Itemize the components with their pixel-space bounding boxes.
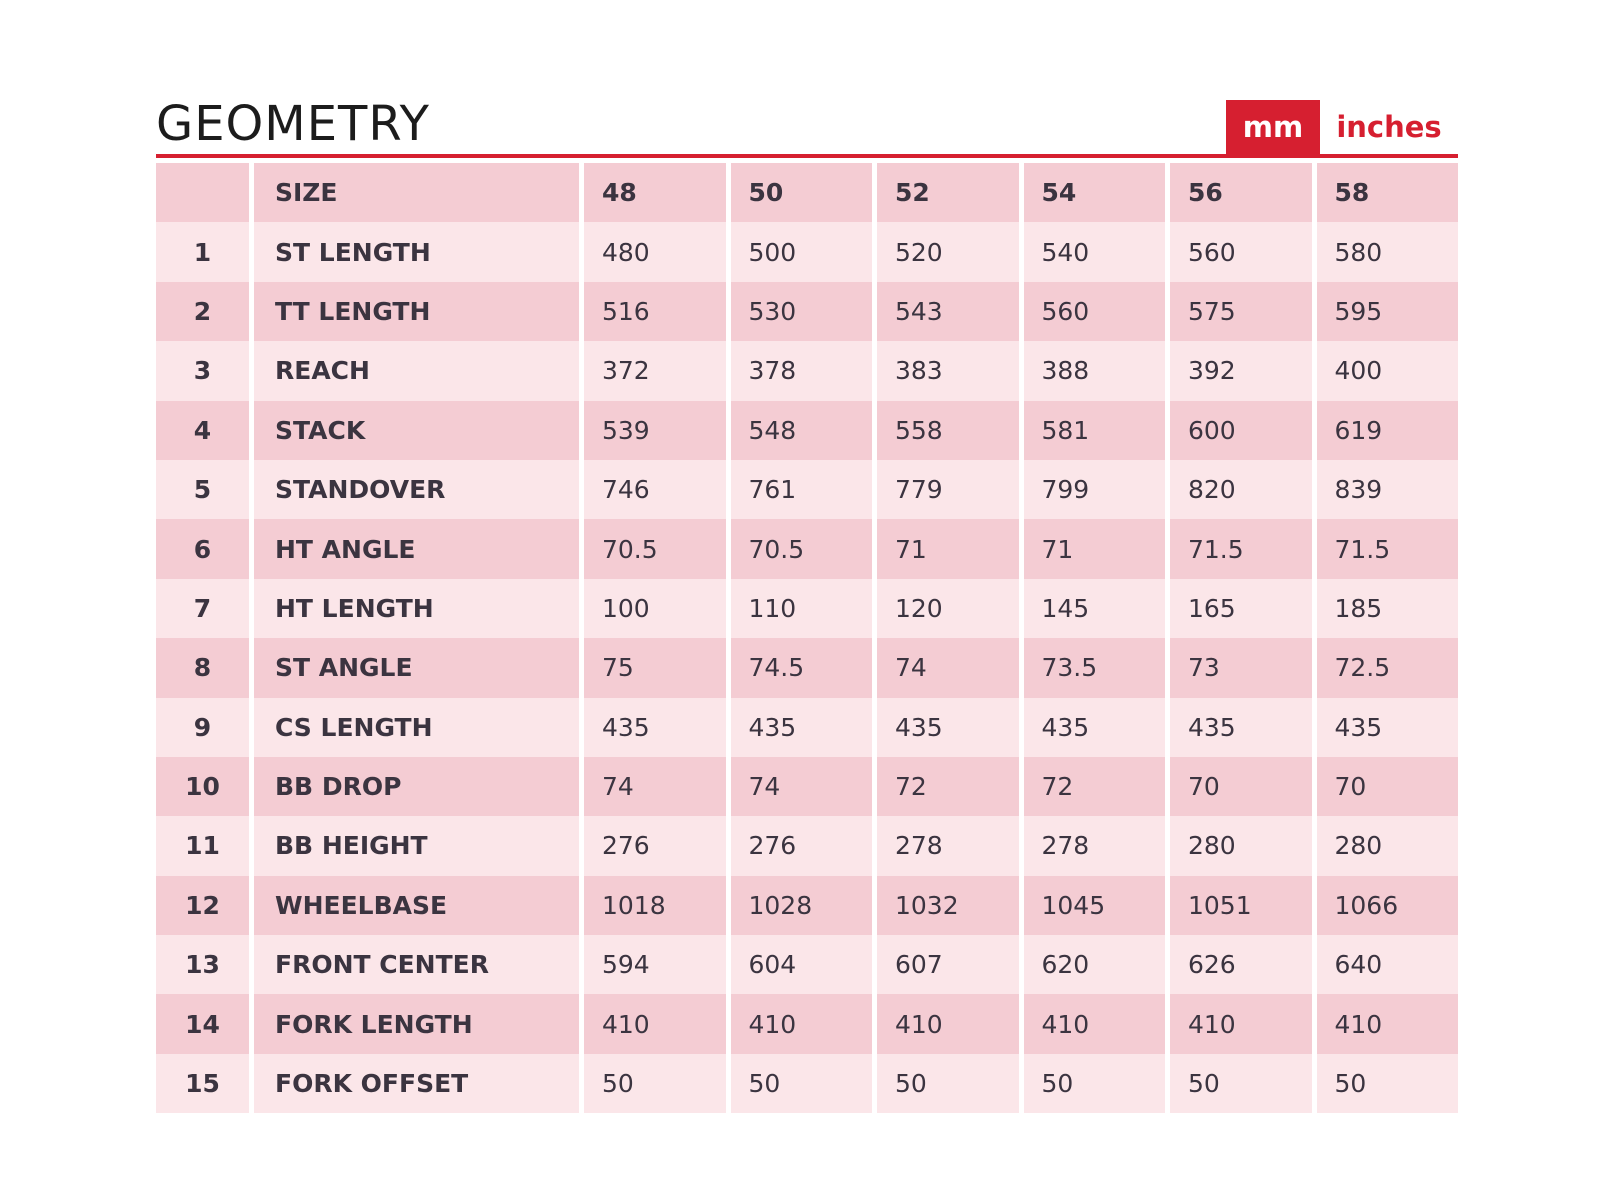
row-value: 619 bbox=[1317, 401, 1459, 460]
table-row bbox=[156, 282, 1458, 341]
row-value: 70.5 bbox=[731, 519, 873, 578]
table-body bbox=[156, 222, 1458, 1113]
header-size-48: 48 bbox=[584, 163, 726, 222]
header-size-52: 52 bbox=[877, 163, 1019, 222]
row-value: 410 bbox=[1317, 994, 1459, 1053]
row-label: CS LENGTH bbox=[254, 698, 579, 757]
row-value: 71.5 bbox=[1317, 519, 1459, 578]
row-value: 1051 bbox=[1170, 876, 1312, 935]
row-value: 607 bbox=[877, 935, 1019, 994]
row-value: 410 bbox=[731, 994, 873, 1053]
row-number: 14 bbox=[156, 994, 249, 1053]
row-value: 71.5 bbox=[1170, 519, 1312, 578]
row-value: 74 bbox=[731, 757, 873, 816]
row-value: 746 bbox=[584, 460, 726, 519]
row-value: 1032 bbox=[877, 876, 1019, 935]
table-row bbox=[156, 935, 1458, 994]
row-number: 8 bbox=[156, 638, 249, 697]
table-header-row bbox=[156, 163, 1458, 222]
row-value: 50 bbox=[1317, 1054, 1459, 1113]
unit-inches-button[interactable]: inches bbox=[1336, 110, 1442, 144]
header-size-56: 56 bbox=[1170, 163, 1312, 222]
row-number: 6 bbox=[156, 519, 249, 578]
row-number: 11 bbox=[156, 816, 249, 875]
row-value: 435 bbox=[1024, 698, 1166, 757]
row-value: 839 bbox=[1317, 460, 1459, 519]
row-value: 435 bbox=[1170, 698, 1312, 757]
row-value: 145 bbox=[1024, 579, 1166, 638]
row-value: 410 bbox=[1170, 994, 1312, 1053]
row-label: STACK bbox=[254, 401, 579, 460]
row-value: 74 bbox=[584, 757, 726, 816]
row-value: 626 bbox=[1170, 935, 1312, 994]
row-value: 558 bbox=[877, 401, 1019, 460]
row-value: 410 bbox=[1024, 994, 1166, 1053]
row-value: 540 bbox=[1024, 222, 1166, 281]
row-value: 75 bbox=[584, 638, 726, 697]
table-row bbox=[156, 579, 1458, 638]
table-row bbox=[156, 519, 1458, 578]
row-number: 3 bbox=[156, 341, 249, 400]
row-value: 50 bbox=[731, 1054, 873, 1113]
header-divider bbox=[156, 154, 1458, 158]
row-number: 12 bbox=[156, 876, 249, 935]
row-value: 761 bbox=[731, 460, 873, 519]
row-value: 100 bbox=[584, 579, 726, 638]
row-value: 280 bbox=[1170, 816, 1312, 875]
row-label: BB HEIGHT bbox=[254, 816, 579, 875]
row-value: 50 bbox=[877, 1054, 1019, 1113]
row-value: 435 bbox=[877, 698, 1019, 757]
row-value: 480 bbox=[584, 222, 726, 281]
table-row bbox=[156, 401, 1458, 460]
table-row bbox=[156, 341, 1458, 400]
geometry-panel bbox=[156, 90, 1458, 1113]
row-number: 13 bbox=[156, 935, 249, 994]
row-value: 575 bbox=[1170, 282, 1312, 341]
table-row bbox=[156, 876, 1458, 935]
row-value: 185 bbox=[1317, 579, 1459, 638]
table-row bbox=[156, 638, 1458, 697]
row-value: 378 bbox=[731, 341, 873, 400]
row-value: 383 bbox=[877, 341, 1019, 400]
row-label: ST ANGLE bbox=[254, 638, 579, 697]
header-size-54: 54 bbox=[1024, 163, 1166, 222]
row-value: 799 bbox=[1024, 460, 1166, 519]
row-value: 500 bbox=[731, 222, 873, 281]
row-label: STANDOVER bbox=[254, 460, 579, 519]
unit-mm-button[interactable]: mm bbox=[1226, 100, 1320, 154]
row-value: 278 bbox=[877, 816, 1019, 875]
header-size-label: SIZE bbox=[254, 163, 579, 222]
header-num-cell bbox=[156, 163, 249, 222]
row-number: 9 bbox=[156, 698, 249, 757]
row-value: 71 bbox=[1024, 519, 1166, 578]
row-value: 70.5 bbox=[584, 519, 726, 578]
row-value: 71 bbox=[877, 519, 1019, 578]
row-label: WHEELBASE bbox=[254, 876, 579, 935]
row-value: 72 bbox=[1024, 757, 1166, 816]
row-label: FRONT CENTER bbox=[254, 935, 579, 994]
row-value: 110 bbox=[731, 579, 873, 638]
row-value: 820 bbox=[1170, 460, 1312, 519]
page-title: GEOMETRY bbox=[156, 96, 430, 152]
row-value: 120 bbox=[877, 579, 1019, 638]
row-value: 280 bbox=[1317, 816, 1459, 875]
table-row bbox=[156, 816, 1458, 875]
row-value: 1028 bbox=[731, 876, 873, 935]
header-size-58: 58 bbox=[1317, 163, 1459, 222]
row-value: 72 bbox=[877, 757, 1019, 816]
row-value: 165 bbox=[1170, 579, 1312, 638]
row-value: 73 bbox=[1170, 638, 1312, 697]
row-value: 543 bbox=[877, 282, 1019, 341]
table-row bbox=[156, 1054, 1458, 1113]
row-number: 15 bbox=[156, 1054, 249, 1113]
row-label: HT ANGLE bbox=[254, 519, 579, 578]
row-value: 1045 bbox=[1024, 876, 1166, 935]
row-value: 276 bbox=[731, 816, 873, 875]
row-value: 620 bbox=[1024, 935, 1166, 994]
row-value: 435 bbox=[584, 698, 726, 757]
row-value: 70 bbox=[1170, 757, 1312, 816]
geometry-header bbox=[156, 90, 1458, 154]
row-value: 539 bbox=[584, 401, 726, 460]
row-number: 2 bbox=[156, 282, 249, 341]
row-value: 604 bbox=[731, 935, 873, 994]
row-value: 516 bbox=[584, 282, 726, 341]
row-value: 388 bbox=[1024, 341, 1166, 400]
table-row bbox=[156, 222, 1458, 281]
row-label: HT LENGTH bbox=[254, 579, 579, 638]
table-row bbox=[156, 460, 1458, 519]
header-size-50: 50 bbox=[731, 163, 873, 222]
row-value: 581 bbox=[1024, 401, 1166, 460]
row-value: 520 bbox=[877, 222, 1019, 281]
row-label: TT LENGTH bbox=[254, 282, 579, 341]
row-label: REACH bbox=[254, 341, 579, 400]
row-number: 7 bbox=[156, 579, 249, 638]
row-value: 74 bbox=[877, 638, 1019, 697]
row-value: 594 bbox=[584, 935, 726, 994]
row-number: 4 bbox=[156, 401, 249, 460]
row-value: 50 bbox=[584, 1054, 726, 1113]
row-value: 73.5 bbox=[1024, 638, 1166, 697]
row-number: 5 bbox=[156, 460, 249, 519]
unit-toggle bbox=[1226, 100, 1458, 154]
row-value: 1018 bbox=[584, 876, 726, 935]
table-row bbox=[156, 994, 1458, 1053]
geometry-table bbox=[151, 163, 1463, 1113]
row-value: 1066 bbox=[1317, 876, 1459, 935]
row-value: 410 bbox=[584, 994, 726, 1053]
row-value: 50 bbox=[1024, 1054, 1166, 1113]
row-value: 548 bbox=[731, 401, 873, 460]
row-value: 560 bbox=[1024, 282, 1166, 341]
row-value: 72.5 bbox=[1317, 638, 1459, 697]
table-row bbox=[156, 698, 1458, 757]
table-row bbox=[156, 757, 1458, 816]
row-value: 640 bbox=[1317, 935, 1459, 994]
row-value: 600 bbox=[1170, 401, 1312, 460]
row-value: 74.5 bbox=[731, 638, 873, 697]
row-value: 435 bbox=[731, 698, 873, 757]
row-value: 410 bbox=[877, 994, 1019, 1053]
row-value: 779 bbox=[877, 460, 1019, 519]
row-value: 595 bbox=[1317, 282, 1459, 341]
row-number: 1 bbox=[156, 222, 249, 281]
row-label: ST LENGTH bbox=[254, 222, 579, 281]
row-value: 400 bbox=[1317, 341, 1459, 400]
row-value: 50 bbox=[1170, 1054, 1312, 1113]
row-value: 372 bbox=[584, 341, 726, 400]
row-value: 70 bbox=[1317, 757, 1459, 816]
row-value: 435 bbox=[1317, 698, 1459, 757]
row-value: 278 bbox=[1024, 816, 1166, 875]
row-value: 580 bbox=[1317, 222, 1459, 281]
row-label: FORK LENGTH bbox=[254, 994, 579, 1053]
row-value: 560 bbox=[1170, 222, 1312, 281]
row-label: BB DROP bbox=[254, 757, 579, 816]
row-value: 276 bbox=[584, 816, 726, 875]
row-value: 392 bbox=[1170, 341, 1312, 400]
row-value: 530 bbox=[731, 282, 873, 341]
row-label: FORK OFFSET bbox=[254, 1054, 579, 1113]
row-number: 10 bbox=[156, 757, 249, 816]
